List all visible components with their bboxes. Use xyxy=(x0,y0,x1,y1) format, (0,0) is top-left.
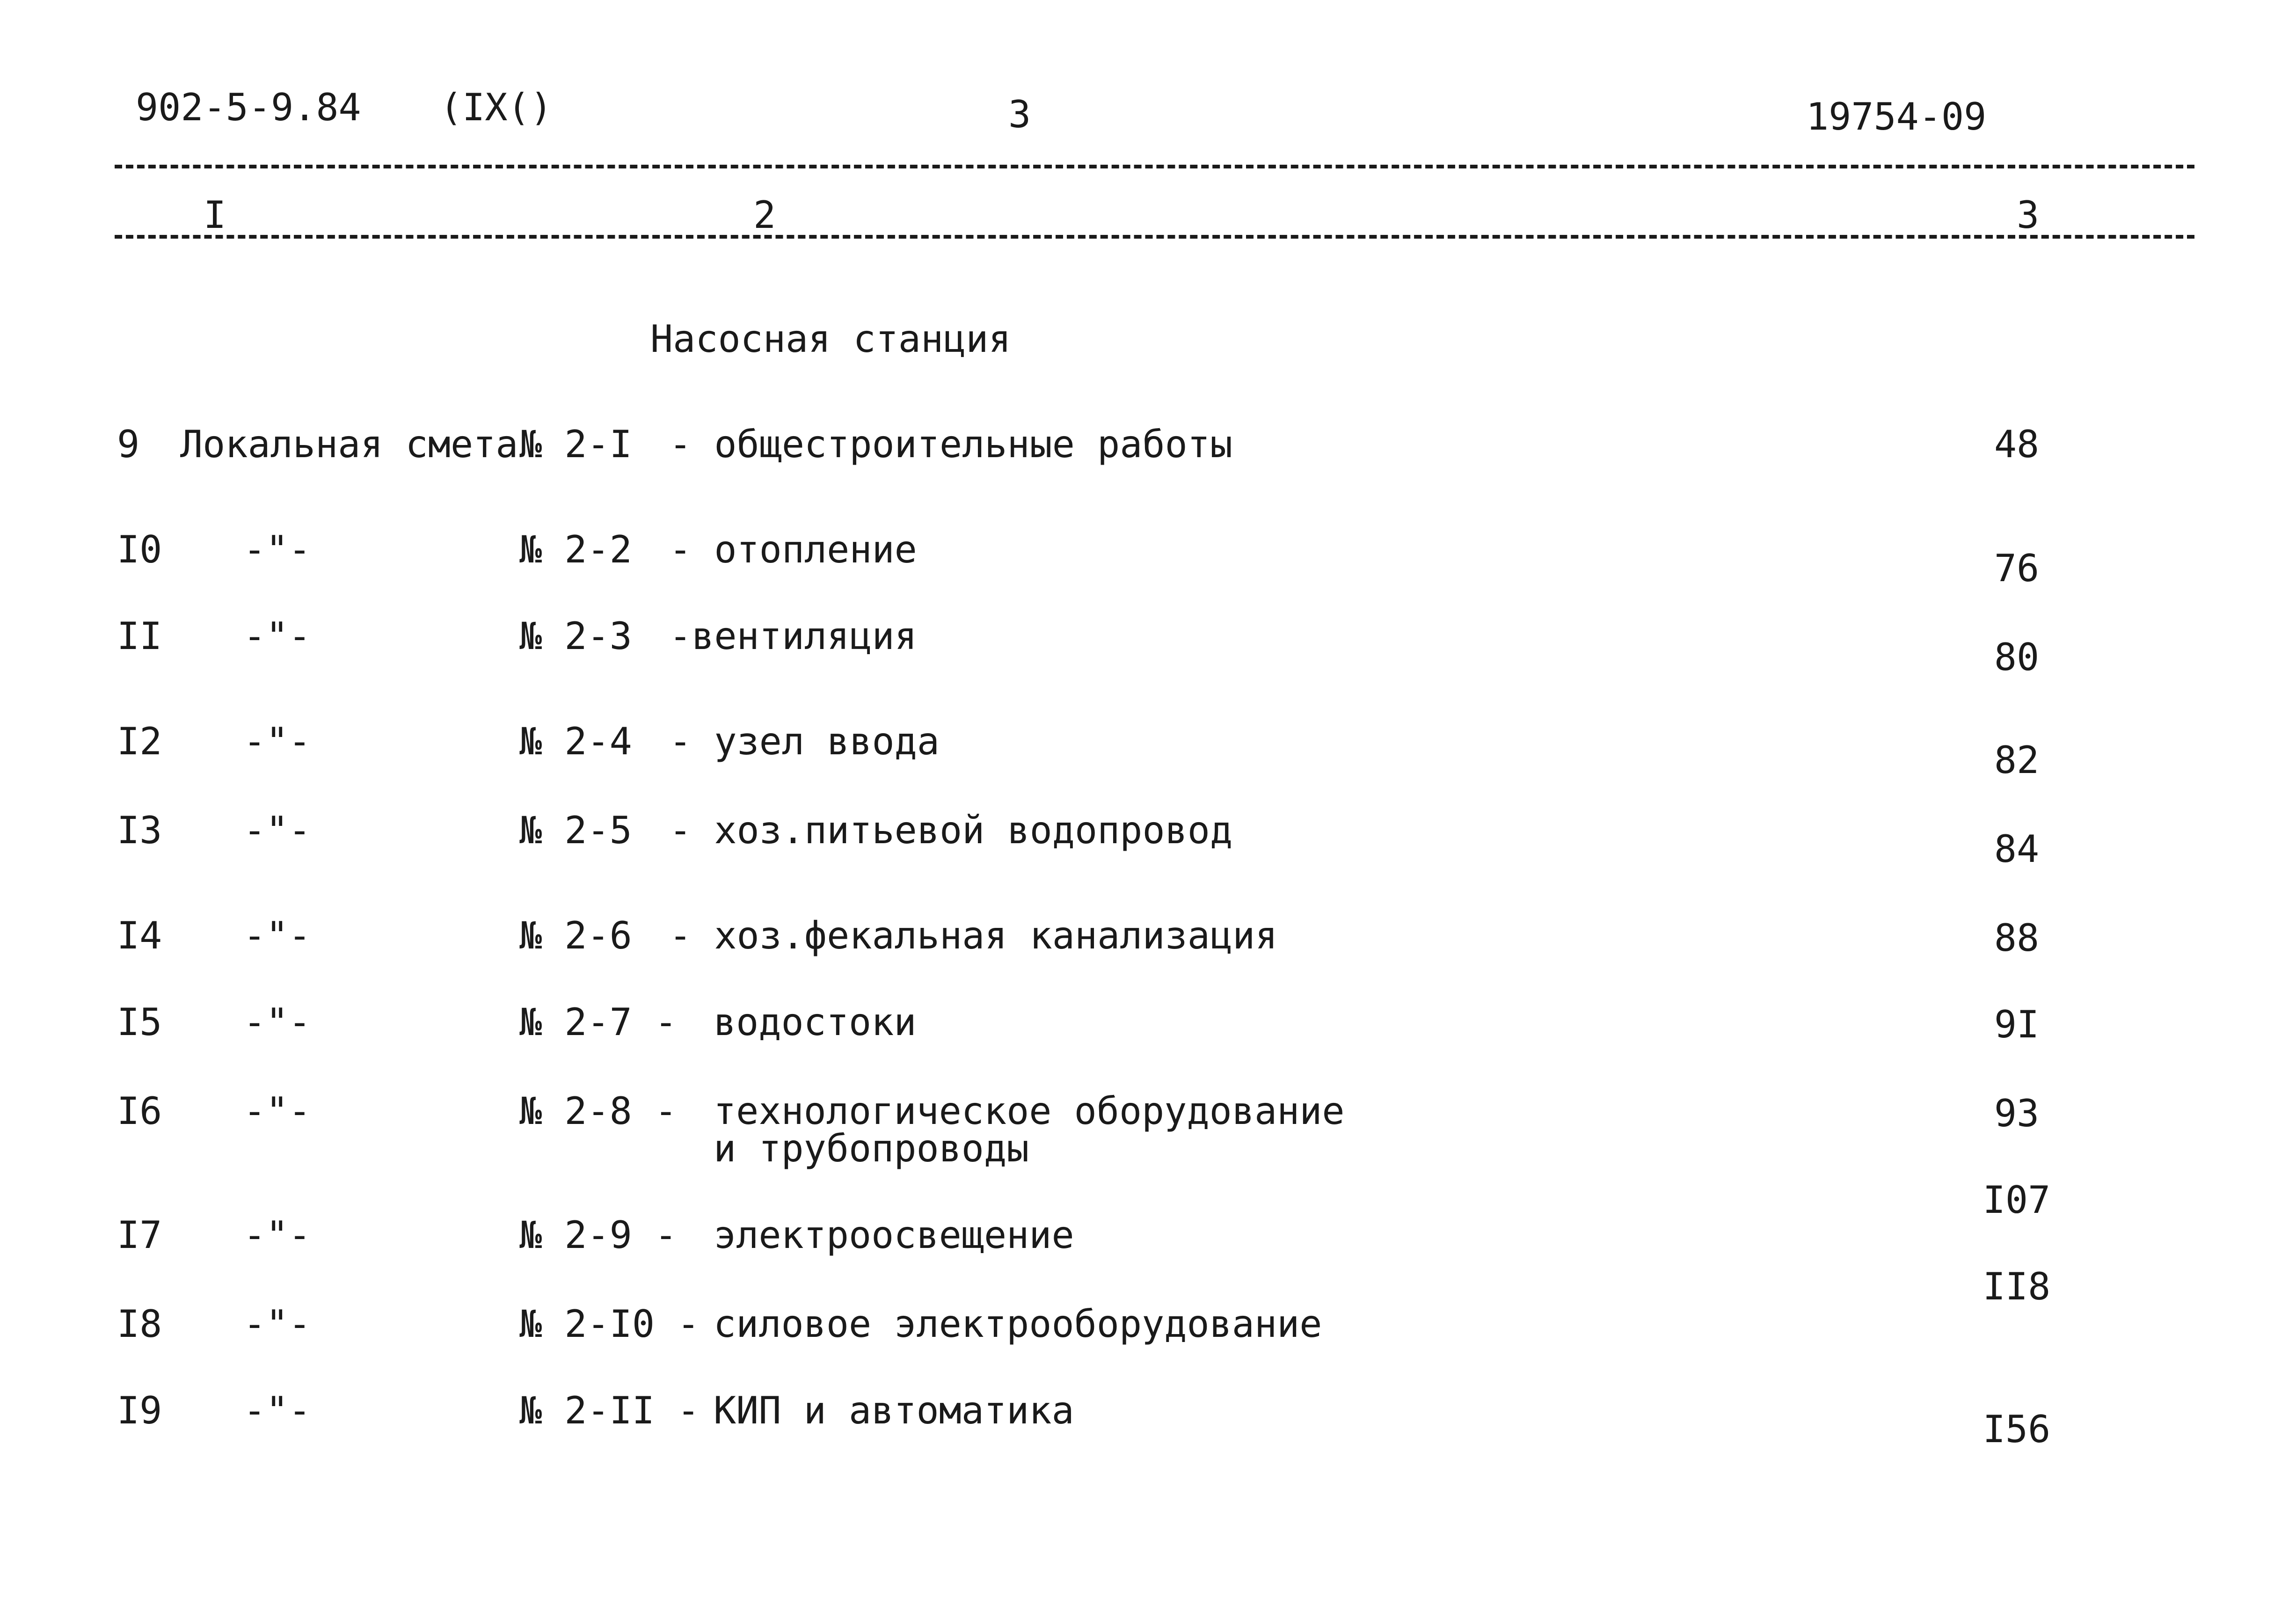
item-description-continuation: и трубопроводы xyxy=(714,1127,1029,1170)
estimate-reference: № 2-5 xyxy=(519,809,632,852)
estimate-reference: № 2-4 xyxy=(519,720,632,763)
item-number: I5 xyxy=(117,1000,162,1044)
column-number-1: I xyxy=(204,193,226,237)
item-label: -"- xyxy=(243,1213,311,1257)
item-number: II xyxy=(117,614,162,658)
item-number: I8 xyxy=(117,1302,162,1346)
album-number: (IX() xyxy=(440,86,553,129)
item-page: 80 xyxy=(1994,635,2040,679)
item-page: 48 xyxy=(1994,423,2040,466)
item-label: -"- xyxy=(243,1302,311,1346)
item-label: -"- xyxy=(243,809,311,852)
item-label: -"- xyxy=(243,614,311,658)
inventory-number: 19754-09 xyxy=(1806,95,1987,139)
item-description: водостоки xyxy=(714,1000,917,1044)
item-number: 9 xyxy=(117,423,140,466)
item-label: Локальная смета xyxy=(180,423,518,466)
item-number: I6 xyxy=(117,1089,162,1133)
item-number: I0 xyxy=(117,528,162,571)
page-number: 3 xyxy=(1008,93,1031,136)
estimate-reference: № 2-I xyxy=(519,423,632,466)
estimate-reference: № 2-3 xyxy=(519,614,632,658)
item-label: -"- xyxy=(243,1000,311,1044)
item-description: - хоз.фекальная канализация xyxy=(669,914,1278,957)
item-number: I7 xyxy=(117,1213,162,1257)
estimate-reference: № 2-6 xyxy=(519,914,632,957)
item-description: технологическое оборудование xyxy=(714,1089,1345,1133)
item-description: силовое электрооборудование xyxy=(714,1302,1322,1346)
item-description: - общестроительные работы xyxy=(669,423,1233,466)
item-description: электроосвещение xyxy=(714,1213,1074,1257)
item-number: I9 xyxy=(117,1389,162,1432)
item-label: -"- xyxy=(243,1389,311,1432)
item-description: - узел ввода xyxy=(669,720,940,763)
item-label: -"- xyxy=(243,1089,311,1133)
item-page: II8 xyxy=(1983,1265,2051,1308)
item-label: -"- xyxy=(243,914,311,957)
item-page: 76 xyxy=(1994,547,2040,590)
estimate-reference: № 2-8 - xyxy=(519,1089,678,1133)
item-page: 93 xyxy=(1994,1092,2040,1135)
item-page: 88 xyxy=(1994,916,2040,960)
document-code: 902-5-9.84 xyxy=(136,86,361,129)
item-number: I3 xyxy=(117,809,162,852)
item-description: КИП и автоматика xyxy=(714,1389,1074,1432)
header-rule-top xyxy=(115,165,2194,168)
estimate-reference: № 2-II - xyxy=(519,1389,700,1432)
column-number-3: 3 xyxy=(2017,193,2040,237)
item-label: -"- xyxy=(243,720,311,763)
item-description: - отопление xyxy=(669,528,917,571)
item-page: I56 xyxy=(1983,1408,2051,1451)
item-label: -"- xyxy=(243,528,311,571)
item-page: 82 xyxy=(1994,738,2040,782)
estimate-reference: № 2-7 - xyxy=(519,1000,678,1044)
item-number: I4 xyxy=(117,914,162,957)
item-description: - хоз.питьевой водопровод xyxy=(669,809,1233,852)
header-rule-bottom xyxy=(115,235,2194,239)
estimate-reference: № 2-9 - xyxy=(519,1213,678,1257)
item-number: I2 xyxy=(117,720,162,763)
item-page: I07 xyxy=(1983,1178,2051,1222)
item-description: -вентиляция xyxy=(669,614,917,658)
item-page: 9I xyxy=(1994,1003,2040,1046)
estimate-reference: № 2-2 xyxy=(519,528,632,571)
column-number-2: 2 xyxy=(753,193,776,237)
item-page: 84 xyxy=(1994,827,2040,871)
section-title: Насосная станция xyxy=(650,317,1011,361)
estimate-reference: № 2-I0 - xyxy=(519,1302,700,1346)
